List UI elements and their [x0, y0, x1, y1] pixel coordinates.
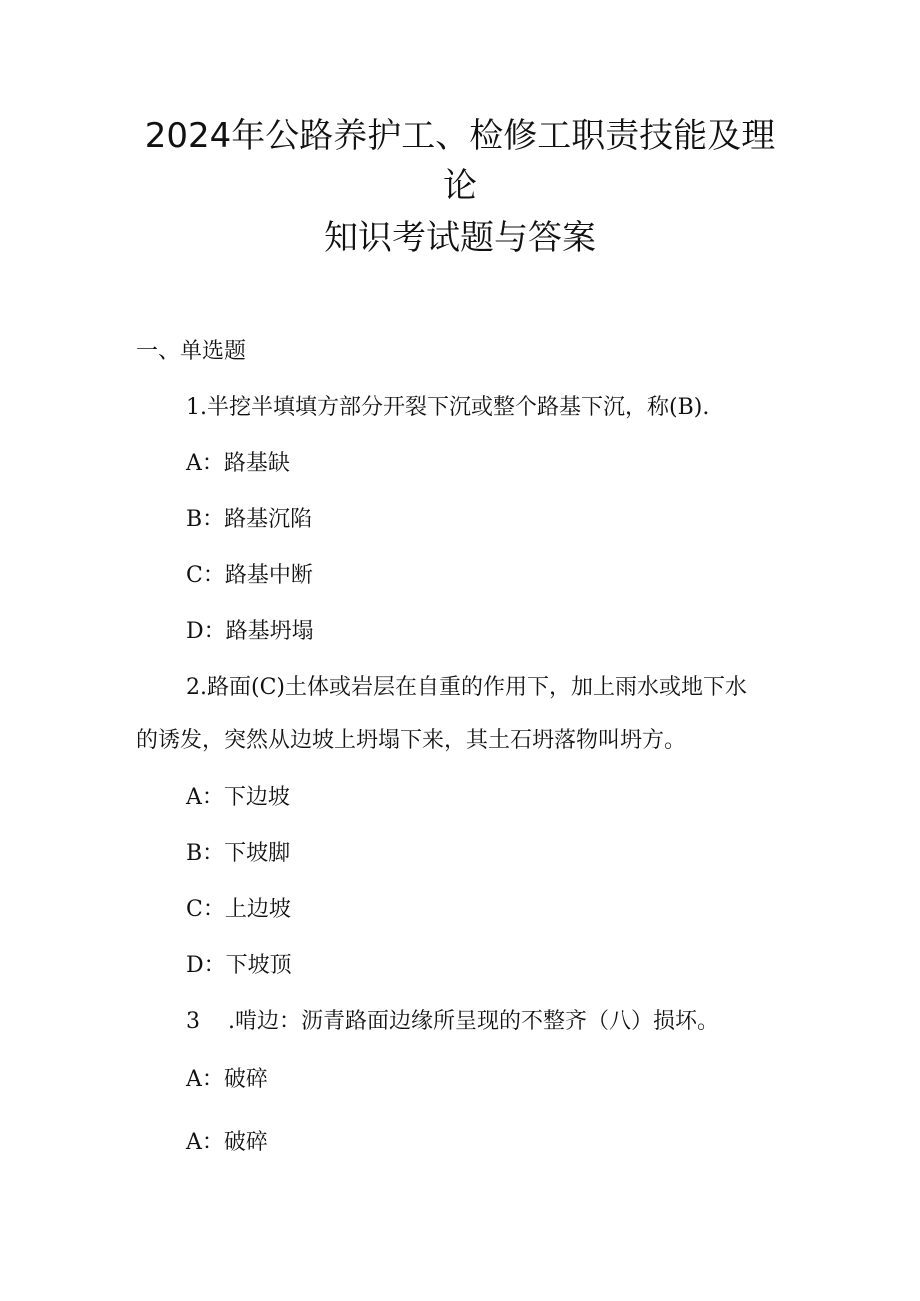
document-title-line-2: 论: [443, 166, 477, 206]
question-2-option-b: B：下坡脚: [186, 841, 291, 866]
document-title-line-3: 知识考试题与答案: [324, 218, 596, 258]
question-2-stem-continued: 的诱发，突然从边坡上坍塌下来，其土石坍落物叫坍方。: [136, 728, 687, 753]
question-1-option-b: B：路基沉陷: [186, 507, 313, 532]
question-1-option-d: D：路基坍塌: [186, 619, 314, 644]
question-2-stem: 2.路面(C)土体或岩层在自重的作用下，加上雨水或地下水: [186, 675, 747, 700]
question-2-option-d: D：下坡顶: [186, 953, 292, 978]
question-1-stem: 1.半挖半填填方部分开裂下沉或整个路基下沉，称(B).: [186, 395, 710, 420]
question-1-option-a: A：路基缺: [186, 451, 290, 476]
question-3-stem: 3 .啃边：沥青路面边缘所呈现的不整齐（八）损坏。: [186, 1009, 719, 1034]
question-1-option-c: C：路基中断: [186, 563, 313, 588]
question-2-option-a: A：下边坡: [186, 785, 290, 810]
question-3-option-a: A：破碎: [186, 1067, 268, 1092]
question-3-option-a-repeat: A：破碎: [186, 1130, 268, 1155]
document-title-line-1: 2024年公路养护工、检修工职责技能及理: [144, 116, 776, 156]
section-heading: 一、单选题: [136, 339, 247, 364]
question-2-option-c: C：上边坡: [186, 897, 291, 922]
